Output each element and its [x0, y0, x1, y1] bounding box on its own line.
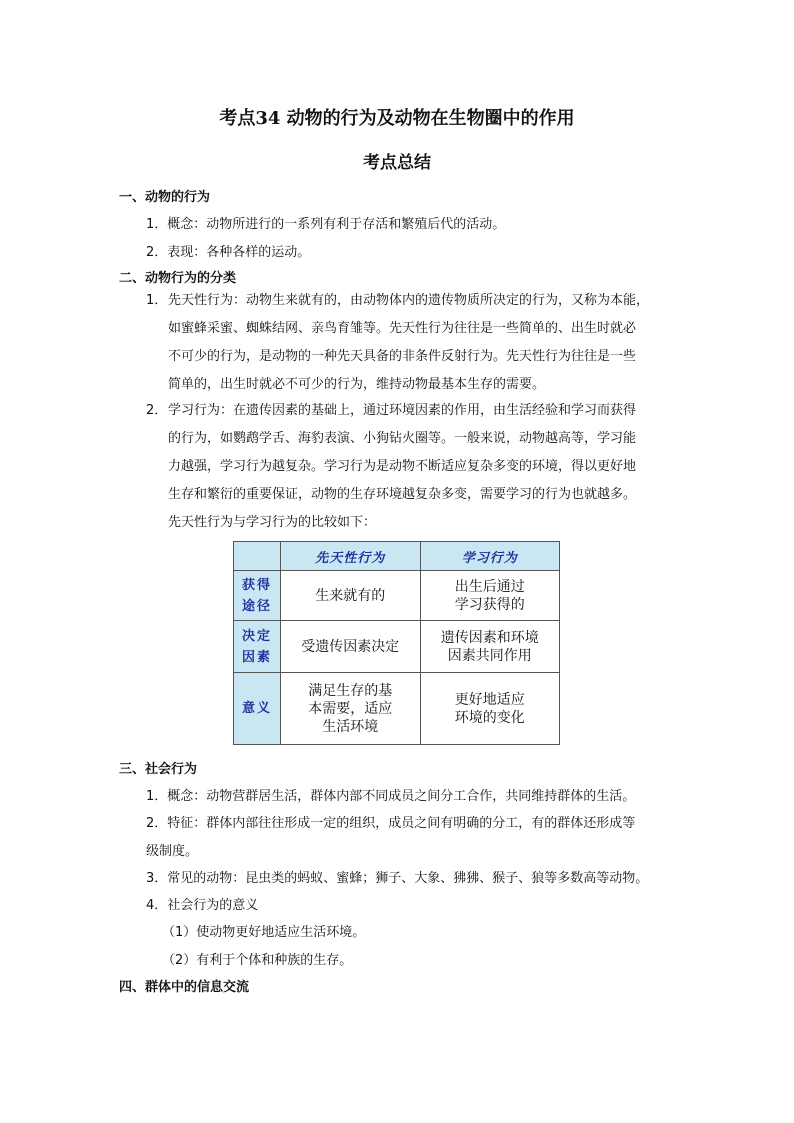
table-cell: 受遗传因素决定 [281, 621, 421, 673]
section-3-item-2: 2．特征：群体内部往往形成一定的组织，成员之间有明确的分工，有的群体还形成等 [146, 816, 636, 831]
comparison-table [233, 541, 560, 745]
table-cell: 遗传因素和环境 因素共同作用 [420, 621, 560, 673]
table-header-row [234, 542, 560, 571]
table-row [234, 673, 560, 745]
item-line: 的行为，如鹦鹉学舌、海豹表演、小狗钻火圈等。一般来说，动物越高等，学习能 [168, 431, 637, 446]
table-cell: 更好地适应 环境的变化 [420, 673, 560, 745]
item-line: 力越强，学习行为越复杂。学习行为是动物不断适应复杂多变的环境，得以更好地 [168, 459, 637, 474]
table-row [234, 621, 560, 673]
item-line: 简单的，出生时就必不可少的行为，维持动物最基本生存的需要。 [168, 377, 546, 392]
row-header: 意义 [234, 673, 281, 745]
row-header: 获得 途径 [234, 571, 281, 621]
section-3-item-4-sub-1: （1）使动物更好地适应生活环境。 [162, 925, 366, 940]
table-corner-cell [234, 542, 281, 571]
section-1-item-2: 2．表现：各种各样的运动。 [146, 245, 311, 260]
item-line: 如蜜蜂采蜜、蜘蛛结网、亲鸟育雏等。先天性行为往往是一些简单的、出生时就必 [168, 321, 637, 336]
section-1-item-1: 1．概念：动物所进行的一系列有利于存活和繁殖后代的活动。 [146, 217, 506, 232]
section-3-item-1: 1．概念：动物营群居生活，群体内部不同成员之间分工合作，共同维持群体的生活。 [146, 789, 636, 804]
table-cell: 出生后通过 学习获得的 [420, 571, 560, 621]
item-line: 先天性行为：动物生来就有的，由动物体内的遗传物质所决定的行为，又称为本能， [168, 293, 650, 308]
page-subtitle: 考点总结 [363, 153, 431, 173]
item-line: 不可少的行为，是动物的一种先天具备的非条件反射行为。先天性行为往往是一些 [168, 349, 637, 364]
table-header-innate: 先天性行为 [281, 542, 421, 571]
section-3-heading: 三、社会行为 [119, 762, 198, 777]
item-line: 先天性行为与学习行为的比较如下： [168, 515, 377, 530]
item-line: 生存和繁衍的重要保证，动物的生存环境越复杂多变，需要学习的行为也就越多。 [168, 487, 637, 502]
section-2-heading: 二、动物行为的分类 [119, 271, 237, 286]
page-title: 考点34 动物的行为及动物在生物圈中的作用 [219, 108, 575, 129]
table-header-learned: 学习行为 [420, 542, 560, 571]
section-1-heading: 一、动物的行为 [119, 190, 211, 205]
section-3-item-4-sub-2: （2）有利于个体和种族的生存。 [162, 953, 353, 968]
table-cell: 生来就有的 [281, 571, 421, 621]
row-header: 决定 因素 [234, 621, 281, 673]
section-2-item-1 [146, 287, 676, 399]
section-3-item-2-cont: 级制度。 [146, 844, 199, 859]
section-3-item-4: 4．社会行为的意义 [146, 898, 259, 913]
item-number: 2． [146, 403, 168, 418]
section-2-item-2 [146, 397, 676, 537]
section-4-heading: 四、群体中的信息交流 [119, 980, 250, 995]
table-cell: 满足生存的基 本需要，适应 生活环境 [281, 673, 421, 745]
item-number: 1． [146, 293, 168, 308]
section-3-item-3: 3．常见的动物：昆虫类的蚂蚁、蜜蜂；狮子、大象、狒狒、猴子、狼等多数高等动物。 [146, 871, 649, 886]
item-line: 学习行为：在遗传因素的基础上，通过环境因素的作用，由生活经验和学习而获得 [168, 403, 637, 418]
table-row [234, 571, 560, 621]
